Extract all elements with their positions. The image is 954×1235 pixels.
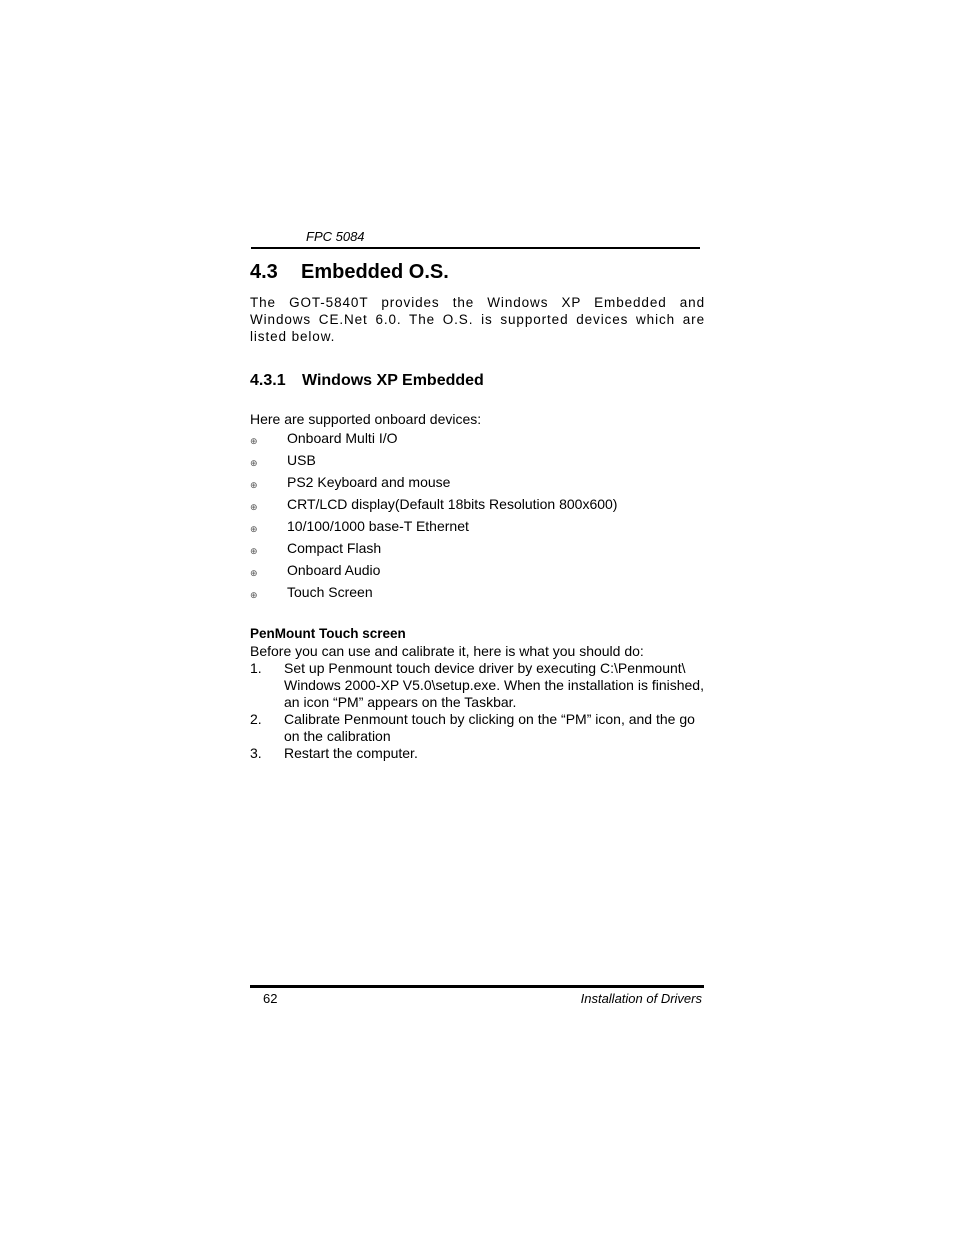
subsection-number: 4.3.1: [250, 372, 286, 389]
step-text: Restart the computer.: [284, 745, 418, 761]
running-footer-title: Installation of Drivers: [580, 991, 702, 1006]
bullet-icon: ⊕: [250, 546, 258, 556]
bullet-icon: ⊕: [250, 568, 258, 578]
bullet-icon: ⊕: [250, 480, 258, 490]
devices-lead-text: Here are supported onboard devices:: [250, 411, 482, 427]
bullet-icon: ⊕: [250, 436, 258, 446]
section-heading: [250, 261, 449, 284]
step-item: [250, 745, 710, 762]
subsection-title: Windows XP Embedded: [302, 372, 484, 389]
penmount-heading: PenMount Touch screen: [250, 626, 406, 641]
section-number: 4.3: [250, 261, 278, 283]
section-title: Embedded O.S.: [301, 261, 449, 283]
step-item: [250, 711, 710, 745]
page-number: 62: [263, 991, 278, 1006]
footer-divider: [250, 985, 704, 988]
bullet-icon: ⊕: [250, 502, 258, 512]
penmount-steps-list: [250, 660, 710, 762]
section-intro-paragraph: The GOT-5840T provides the Windows XP Embedded and Windows CE.Net 6.0. The O.S. is supported devices which are listed below.: [250, 295, 705, 344]
bullet-icon: ⊕: [250, 458, 258, 468]
step-number: 3.: [250, 745, 262, 761]
bullet-icon: ⊕: [250, 524, 258, 534]
running-header-title: FPC 5084: [306, 229, 365, 244]
bullet-icon: ⊕: [250, 590, 258, 600]
step-text: Calibrate Penmount touch by clicking on the “PM” icon, and the go on the calibration: [284, 711, 695, 744]
header-divider: [251, 247, 700, 249]
step-text: Set up Penmount touch device driver by executing C:\Penmount\ Windows 2000-XP V5.0\setup.exe. When the installation is finished, an icon “PM” appears on the Taskbar.: [284, 660, 704, 710]
subsection-heading: [250, 372, 484, 390]
step-number: 1.: [250, 660, 262, 676]
step-item: [250, 660, 710, 711]
step-number: 2.: [250, 711, 262, 727]
penmount-lead-text: Before you can use and calibrate it, here is what you should do:: [250, 643, 644, 659]
